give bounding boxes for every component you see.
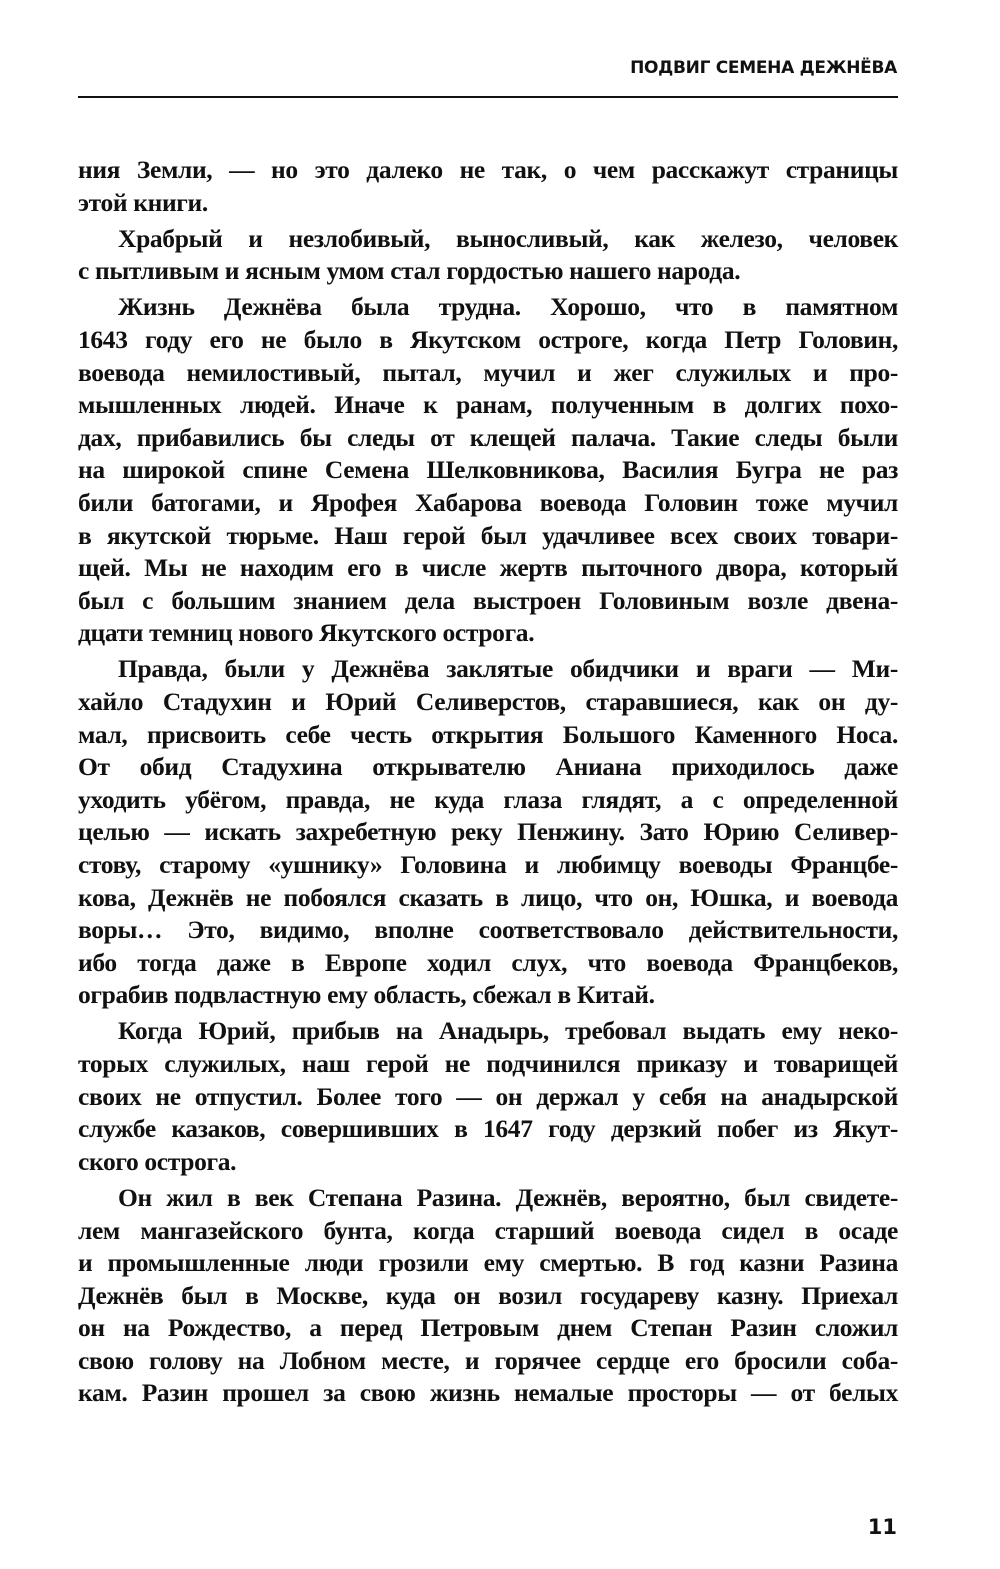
text-line: Дежнёв был в Москве, куда он возил государеву казну. Приехал xyxy=(78,1280,898,1310)
paragraph xyxy=(78,1015,898,1178)
text-line: ния Земли, — но это далеко не так, о чем расскажут страницы xyxy=(78,155,898,184)
text-line: кова, Дежнёв не побоялся сказать в лицо, что он, Юшка, и воевода xyxy=(78,882,898,912)
text-line: свою голову на Лобном месте, и горячее сердце его бросили соба- xyxy=(78,1345,898,1375)
paragraph xyxy=(78,653,898,1012)
text-line: От обид Стадухина открывателю Аниана приходилось даже xyxy=(78,752,898,782)
text-line: 1643 году его не было в Якутском остроге, когда Петр Головин, xyxy=(78,324,898,354)
paragraph xyxy=(78,154,898,219)
header-rule xyxy=(78,96,898,98)
text-line: ского острога. xyxy=(78,1146,237,1176)
text-line: он на Рождество, а перед Петровым днем Степан Разин сложил xyxy=(78,1313,898,1343)
text-line: этой книги. xyxy=(78,187,208,217)
text-line: Храбрый и незлобивый, выносливый, как железо, человек xyxy=(118,223,898,253)
text-line: торых служилых, наш герой не подчинился приказу и товарищей xyxy=(78,1049,898,1079)
text-line: с пытливым и ясным умом стал гордостью нашего народа. xyxy=(78,256,741,286)
text-line: дах, прибавились бы следы от клещей палача. Такие следы были xyxy=(78,422,898,452)
text-line: ограбив подвластную ему область, сбежал в Китай. xyxy=(78,980,655,1010)
text-line: воевода немилостивый, пытал, мучил и жег служилых и про- xyxy=(78,357,898,387)
paragraph xyxy=(78,1182,898,1410)
paragraph xyxy=(78,291,898,650)
text-line: Жизнь Дежнёва была трудна. Хорошо, что в памятном xyxy=(118,292,898,322)
text-line: били батогами, и Ярофея Хабарова воевода Головин тоже мучил xyxy=(78,487,898,517)
text-line: ибо тогда даже в Европе ходил слух, что воевода Францбеков, xyxy=(78,947,898,977)
text-line: дцати темниц нового Якутского острога. xyxy=(78,618,535,648)
text-line: кам. Разин прошел за свою жизнь немалые просторы — от белых xyxy=(78,1378,898,1408)
text-line: Когда Юрий, прибыв на Анадырь, требовал выдать ему неко- xyxy=(118,1016,898,1046)
text-line: мал, присвоить себе честь открытия Большого Каменного Носа. xyxy=(78,719,898,749)
text-line: хайло Стадухин и Юрий Селиверстов, старавшиеся, как он ду- xyxy=(78,687,898,716)
text-line: Правда, были у Дежнёва заклятые обидчики и враги — Ми- xyxy=(118,654,898,684)
text-line: уходить убёгом, правда, не куда глаза глядят, а с определенной xyxy=(78,784,898,814)
text-line: был с большим знанием дела выстроен Головиным возле двена- xyxy=(78,585,898,615)
text-line: службе казаков, совершивших в 1647 году дерзкий побег из Якут- xyxy=(78,1114,898,1144)
text-line: целью — искать захребетную реку Пенжину. Зато Юрию Селивер- xyxy=(78,817,898,847)
text-line: на широкой спине Семена Шелковникова, Василия Бугра не раз xyxy=(78,455,898,485)
text-line: лем мангазейского бунта, когда старший воевода сидел в осаде xyxy=(78,1215,898,1245)
text-line: стову, старому «ушнику» Головина и любимцу воеводы Францбе- xyxy=(78,849,898,879)
paragraph xyxy=(78,223,898,288)
text-line: воры… Это, видимо, вполне соответствовало действительности, xyxy=(78,915,898,945)
text-line: и промышленные люди грозили ему смертью. В год казни Разина xyxy=(78,1248,898,1278)
page-number: 11 xyxy=(867,1515,897,1539)
text-line: Он жил в век Степана Разина. Дежнёв, вероятно, был свидете- xyxy=(118,1182,898,1212)
text-line: в якутской тюрьме. Наш герой был удачливее всех своих товари- xyxy=(78,520,898,550)
body-text xyxy=(78,154,898,1410)
text-line: щей. Мы не находим его в числе жертв пыточного двора, который xyxy=(78,553,898,583)
text-line: мышленных людей. Иначе к ранам, полученным в долгих похо- xyxy=(78,390,898,420)
running-header: ПОДВИГ СЕМЕНА ДЕЖНЁВА xyxy=(630,58,897,78)
text-line: своих не отпустил. Более того — он держал у себя на анадырской xyxy=(78,1081,898,1111)
